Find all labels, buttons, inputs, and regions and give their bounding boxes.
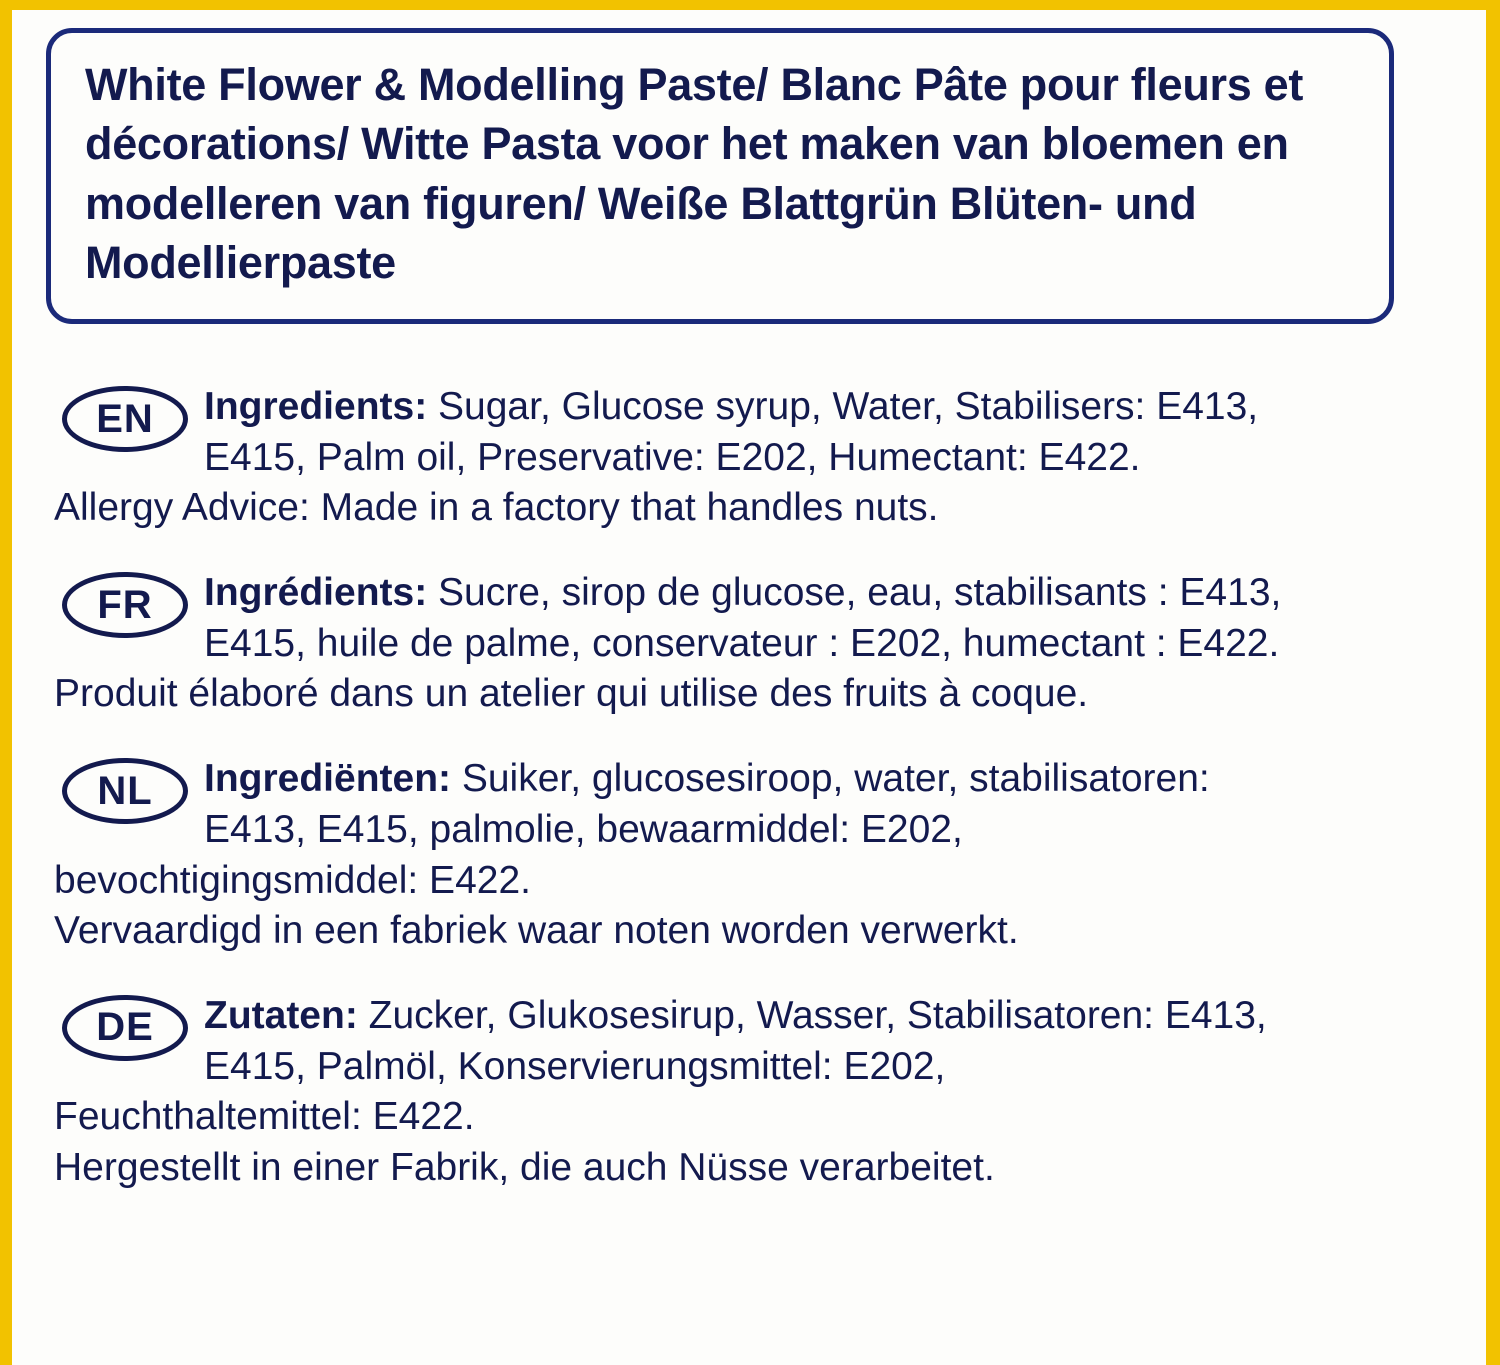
ingredients-line-1-nl: Suiker, glucosesiroop, water, stabilisatoren:	[451, 757, 1210, 801]
language-badge-fr: FR	[62, 572, 188, 638]
section-spacer	[54, 983, 1454, 991]
allergy-advice-fr: Produit élaboré dans un atelier qui utilise des fruits à coque.	[54, 672, 1089, 716]
top-edge-stripe	[0, 0, 1500, 10]
ingredients-line-2-en: E415, Palm oil, Preservative: E202, Humectant: E422.	[204, 435, 1141, 479]
language-badge-de: DE	[62, 995, 188, 1061]
section-spacer	[54, 560, 1454, 568]
ingredients-sections	[54, 382, 1454, 1220]
ingredients-text-nl	[54, 754, 1454, 957]
ingredients-block-en	[54, 382, 1454, 534]
language-badge-nl: NL	[62, 758, 188, 824]
ingredients-line-2-nl: E413, E415, palmolie, bewaarmiddel: E202,	[204, 807, 963, 851]
ingredients-line-1-fr: Sucre, sirop de glucose, eau, stabilisants : E413,	[427, 571, 1282, 615]
ingredients-line	[54, 382, 1454, 433]
ingredients-line-3-nl: bevochtigingsmiddel: E422.	[54, 858, 531, 902]
allergy-advice-nl: Vervaardigd in een fabriek waar noten worden verwerkt.	[54, 909, 1019, 953]
ingredients-line-2-fr: E415, huile de palme, conservateur : E202, humectant : E422.	[204, 621, 1280, 665]
ingredients-block-de	[54, 991, 1454, 1194]
ingredients-line-1-de: Zucker, Glukosesirup, Wasser, Stabilisatoren: E413,	[357, 993, 1267, 1037]
ingredients-line	[54, 568, 1454, 619]
product-title: White Flower & Modelling Paste/ Blanc Pâte pour fleurs et décorations/ Witte Pasta voor het maken van bloemen en modelleren van figuren/ Weiße Blattgrün Blüten- und Modellierpaste	[85, 59, 1304, 289]
ingredients-text-de	[54, 991, 1454, 1194]
language-badge-en: EN	[62, 386, 188, 452]
product-title-box	[46, 28, 1394, 324]
section-spacer	[54, 746, 1454, 754]
ingredients-block-nl	[54, 754, 1454, 957]
right-edge-stripe	[1486, 0, 1500, 1365]
ingredients-line	[54, 991, 1454, 1042]
ingredients-keyword-nl: Ingrediënten:	[204, 757, 452, 801]
left-edge-stripe	[0, 0, 12, 1365]
allergy-advice-en: Allergy Advice: Made in a factory that handles nuts.	[54, 486, 939, 530]
ingredients-line-1-en: Sugar, Glucose syrup, Water, Stabilisers: E413,	[427, 385, 1259, 428]
ingredients-text-fr	[54, 568, 1454, 720]
ingredients-keyword-de: Zutaten:	[204, 993, 358, 1037]
ingredients-text-en	[54, 382, 1454, 534]
label-content	[14, 10, 1486, 1360]
ingredients-block-fr	[54, 568, 1454, 720]
ingredients-line-3-de: Feuchthaltemittel: E422.	[54, 1095, 475, 1139]
ingredients-keyword-en: Ingredients:	[204, 385, 428, 428]
ingredients-line	[54, 754, 1454, 805]
ingredients-keyword-fr: Ingrédients:	[204, 571, 428, 615]
allergy-advice-de: Hergestellt in einer Fabrik, die auch Nüsse verarbeitet.	[54, 1145, 995, 1189]
ingredients-line-2-de: E415, Palmöl, Konservierungsmittel: E202,	[204, 1044, 946, 1088]
